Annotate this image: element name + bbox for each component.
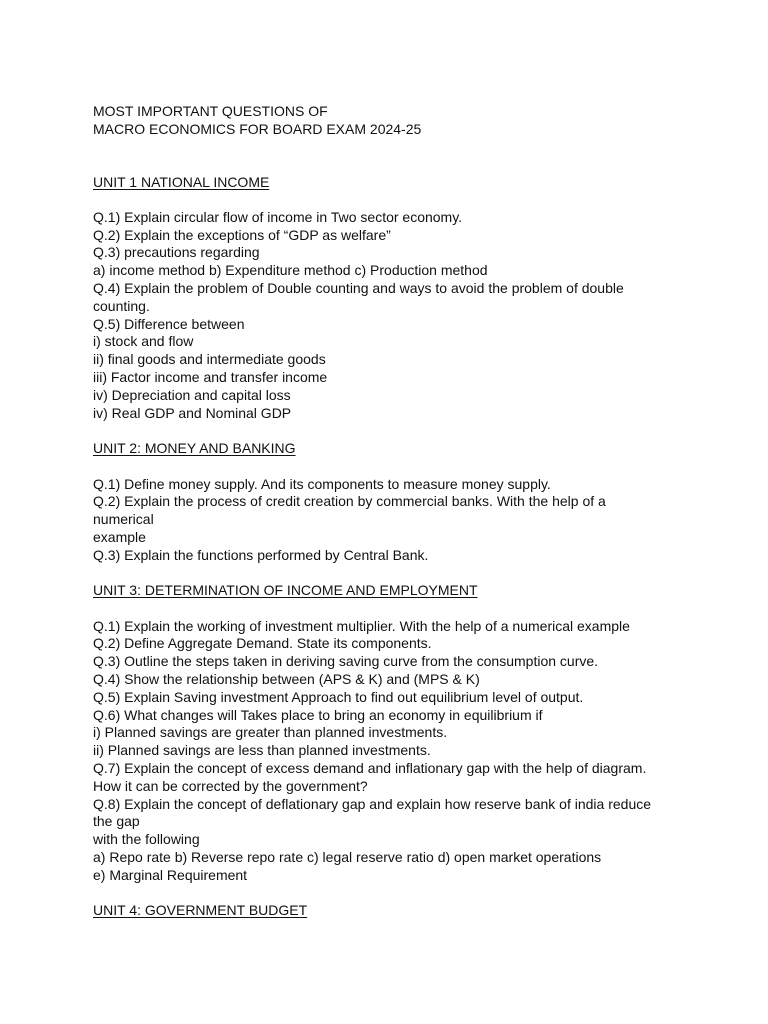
question-line: i) stock and flow [93, 333, 194, 350]
question-line: Q.4) Explain the problem of Double counting and ways to avoid the problem of double [93, 280, 624, 297]
question-line: iii) Factor income and transfer income [93, 369, 328, 386]
section-heading: UNIT 1 NATIONAL INCOME [93, 173, 270, 190]
document-title [93, 103, 693, 139]
question-line: Q.5) Difference between [93, 315, 245, 332]
question-line: iv) Depreciation and capital loss [93, 386, 291, 403]
question-line: i) Planned savings are greater than planned investments. [93, 724, 448, 741]
question-line: Q.3) Outline the steps taken in deriving saving curve from the consumption curve. [93, 653, 599, 670]
question-line: Q.3) Explain the functions performed by Central Bank. [93, 546, 429, 563]
question-line: counting. [93, 297, 150, 314]
question-line: Q.7) Explain the concept of excess demand and inflationary gap with the help of diagram. [93, 760, 647, 776]
section-unit-4 [93, 902, 693, 920]
question-line: example [93, 528, 146, 545]
question-line: How it can be corrected by the government? [93, 777, 368, 794]
question-line: Q.3) precautions regarding [93, 244, 260, 261]
document-page [93, 103, 693, 920]
question-line: Q.4) Show the relationship between (APS & K) and (MPS & K) [93, 671, 480, 688]
question-line: numerical [93, 511, 154, 528]
section-unit-1 [93, 174, 693, 423]
question-line: Q.1) Explain the working of investment multiplier. With the help of a numerical example [93, 617, 630, 634]
section-heading: UNIT 3: DETERMINATION OF INCOME AND EMPLOYMENT [93, 582, 478, 599]
question-line: Q.5) Explain Saving investment Approach to find out equilibrium level of output. [93, 688, 584, 705]
question-line: e) Marginal Requirement [93, 866, 248, 883]
question-line: Q.2) Explain the process of credit creation by commercial banks. With the help of a [93, 493, 606, 510]
title-line: MACRO ECONOMICS FOR BOARD EXAM 2024-25 [93, 120, 422, 137]
question-line: Q.2) Explain the exceptions of “GDP as welfare” [93, 226, 391, 243]
question-line: Q.2) Define Aggregate Demand. State its components. [93, 635, 432, 652]
question-line: Q.8) Explain the concept of deflationary gap and explain how reserve bank of india reduce [93, 795, 652, 812]
question-line: Q.6) What changes will Takes place to bring an economy in equilibrium if [93, 706, 543, 723]
question-line: a) Repo rate b) Reverse repo rate c) legal reserve ratio d) open market operations [93, 848, 602, 865]
section-unit-3 [93, 582, 693, 884]
question-line: a) income method b) Expenditure method c) Production method [93, 262, 488, 279]
question-line: iv) Real GDP and Nominal GDP [93, 404, 292, 421]
section-heading: UNIT 4: GOVERNMENT BUDGET [93, 902, 308, 919]
question-line: ii) final goods and intermediate goods [93, 351, 326, 368]
title-line: MOST IMPORTANT QUESTIONS OF [93, 103, 328, 119]
question-line: the gap [93, 813, 140, 830]
question-line: ii) Planned savings are less than planned investments. [93, 742, 431, 759]
section-heading: UNIT 2: MONEY AND BANKING [93, 440, 296, 457]
section-unit-2 [93, 440, 693, 564]
question-line: Q.1) Explain circular flow of income in Two sector economy. [93, 208, 463, 225]
question-line: Q.1) Define money supply. And its components to measure money supply. [93, 475, 551, 492]
question-line: with the following [93, 831, 200, 848]
